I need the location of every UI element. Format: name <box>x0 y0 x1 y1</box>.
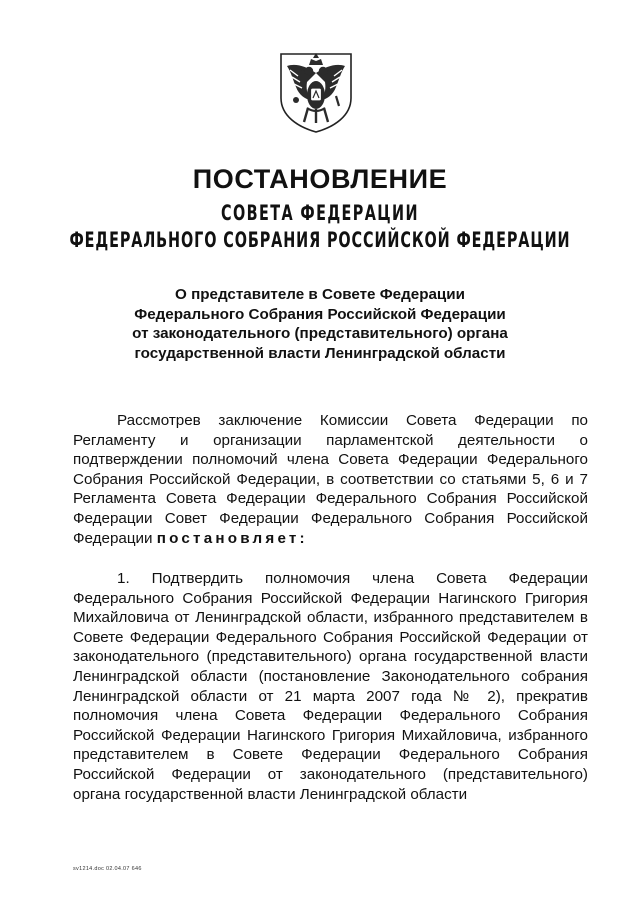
file-reference-footer: sv1214.doc 02.04.07 646 <box>73 866 142 872</box>
clause-1-paragraph <box>73 569 588 804</box>
issuer-line-1: СОВЕТА ФЕДЕРАЦИИ <box>221 199 419 226</box>
subject-line: Федерального Собрания Российской Федерации <box>134 305 506 323</box>
document-subject <box>60 285 580 363</box>
subject-line: О представителе в Совете Федерации <box>175 286 465 303</box>
resolves-keyword: постановляет: <box>156 529 308 547</box>
subject-line: от законодательного (представительного) органа <box>132 325 508 342</box>
clause-1-text: 1. Подтвердить полномочия члена Совета Федерации Федерального Собрания Российской Федерации Нагинского Григория Михайловича от Ленинградской области, избранного представителем в Совете Федерации Федерального Собрания Российской Федерации от законодательного (представительного) органа государственной власти Ленинградской области (постановление Законодательного собрания Ленинградской области от 21 марта 2007 года № 2), прекратив полномочия члена Совета Федерации Федерального Собрания Российской Федерации Нагинского Григория Михайловича, избранного представителем в Совете Федерации Федерального Собрания Российской Федерации от законодательного (представительного) органа государственной власти Ленинградской области <box>73 570 588 803</box>
subject-line: государственной власти Ленинградской области <box>134 344 506 362</box>
preamble-paragraph <box>73 411 588 548</box>
preamble-text: Рассмотрев заключение Комиссии Совета Федерации по Регламенту и организации парламентской деятельности о подтверждении полномочий члена Совета Федерации Федерального Собрания Российской Федерации, в соответствии со статьями 5, 6 и 7 Регламента Совета Федерации Федерального Собрания Российской Федерации Совет Федерации Федерального Собрания Российской Федерации <box>73 412 588 547</box>
issuer-line-2: ФЕДЕРАЛЬНОГО СОБРАНИЯ РОССИЙСКОЙ ФЕДЕРАЦИИ <box>69 226 571 253</box>
coat-of-arms-icon <box>276 50 356 134</box>
document-title: ПОСТАНОВЛЕНИЕ <box>192 164 448 194</box>
